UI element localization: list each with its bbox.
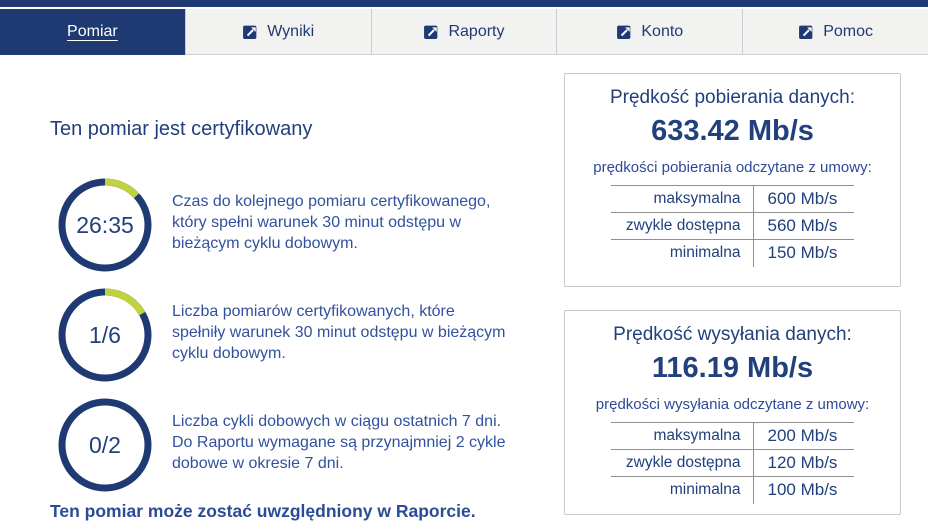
indicator-description: Liczba pomiarów certyfikowanych, które spełniły warunek 30 minut odstępu w bieżącym cyklu dobowym. [172,303,506,362]
row-label: maksymalna [611,423,753,450]
panel-title: Prędkość wysyłania danych: [613,324,852,345]
row-label: zwykle dostępna [611,450,753,477]
row-value: 560 Mb/s [753,213,854,240]
table-row [611,423,854,450]
contract-speeds-table [611,185,854,267]
top-accent-bar [0,0,928,7]
external-link-icon [616,23,633,40]
table-row [611,186,854,213]
table-row [611,450,854,477]
indicator-row-count [58,288,508,382]
tab-bar [0,9,928,55]
row-label: zwykle dostępna [611,213,753,240]
tab-pomoc[interactable] [742,9,928,55]
panel-subtitle: prędkości wysyłania odczytane z umowy: [595,396,870,413]
indicator-description: Liczba cykli dobowych w ciągu ostatnich 7 dni. Do Raportu wymagane są przynajmniej 2 cykle dobowe w okresie 7 dni. [172,413,506,472]
contract-speeds-table [611,422,854,504]
external-link-icon [798,23,815,40]
download-speed-value: 633.42 Mb/s [651,115,814,147]
indicator-row-time [58,178,508,272]
ring-value: 26:35 [76,211,134,238]
row-label: maksymalna [611,186,753,213]
ring-value: 1/6 [89,321,121,348]
table-row [611,213,854,240]
tab-pomiar-label: Pomiar [67,22,118,40]
external-link-icon [242,23,259,40]
upload-speed-panel [564,310,901,515]
row-value: 600 Mb/s [753,186,854,213]
tab-pomiar[interactable] [0,9,185,55]
tab-konto-label: Konto [641,22,684,40]
row-value: 200 Mb/s [753,423,854,450]
external-link-icon [423,23,440,40]
ring-value: 0/2 [89,431,121,458]
row-value: 120 Mb/s [753,450,854,477]
indicator-description: Czas do kolejnego pomiaru certyfikowanego, który spełni warunek 30 minut odstępu w bieżącym cyklu dobowym. [172,193,491,252]
page-title: Ten pomiar jest certyfikowany [50,118,313,140]
download-speed-panel [564,73,901,287]
panel-subtitle: prędkości pobierania odczytane z umowy: [593,159,872,176]
upload-speed-value: 116.19 Mb/s [651,352,814,384]
row-value: 150 Mb/s [753,240,854,267]
progress-ring [58,288,152,382]
table-row [611,477,854,504]
progress-ring [58,178,152,272]
report-eligibility-note: Ten pomiar może zostać uwzględniony w Raporcie. [50,501,476,521]
tab-konto[interactable] [556,9,742,55]
tab-wyniki-label: Wyniki [267,22,315,40]
tab-pomoc-label: Pomoc [823,22,873,40]
table-row [611,240,854,267]
panel-title: Prędkość pobierania danych: [609,87,856,108]
row-label: minimalna [611,477,753,504]
progress-ring [58,398,152,492]
indicator-row-cycles [58,398,508,492]
row-label: minimalna [611,240,753,267]
tab-raporty[interactable] [371,9,557,55]
row-value: 100 Mb/s [753,477,854,504]
tab-wyniki[interactable] [185,9,371,55]
tab-raporty-label: Raporty [448,22,505,40]
